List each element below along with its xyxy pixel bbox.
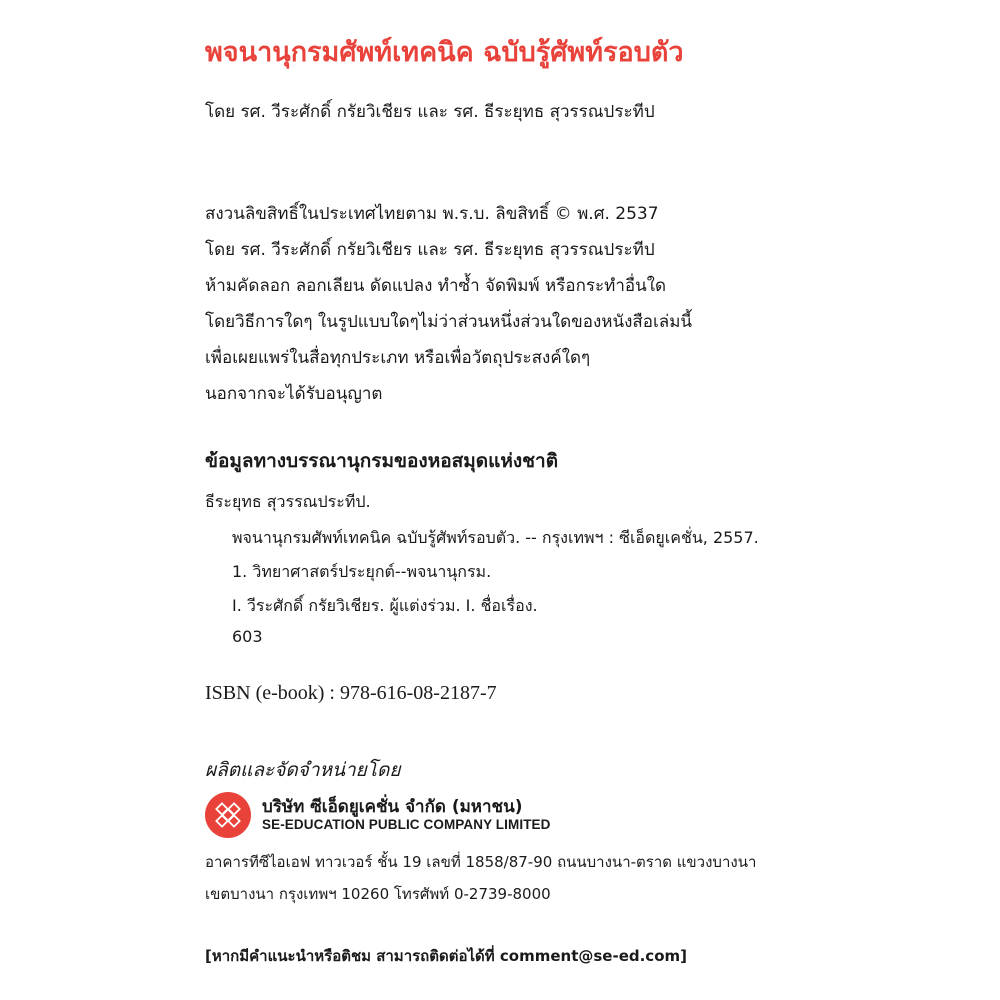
cip-classification: 603: [232, 627, 263, 646]
se-ed-logo-icon: [205, 792, 251, 838]
cip-entry: 1. วิทยาศาสตร์ประยุกต์--พจนานุกรม.: [232, 562, 492, 581]
cip-entry: I. วีระศักดิ์ กรัยวิเชียร. ผู้แต่งร่วม. I. ชื่อเรื่อง.: [232, 596, 538, 615]
company-name-en: SE-EDUCATION PUBLIC COMPANY LIMITED: [262, 817, 551, 832]
cip-author: ธีระยุทธ สุวรรณประทีป.: [205, 492, 371, 511]
copyright-notice: [205, 200, 692, 416]
copyright-line: โดยวิธีการใดๆ ในรูปแบบใดๆไม่ว่าส่วนหนึ่งส่วนใดของหนังสือเล่มนี้: [205, 312, 693, 332]
cip-heading: ข้อมูลทางบรรณานุกรมของหอสมุดแห่งชาติ: [205, 450, 559, 472]
address-line: อาคารทีซีไอเอฟ ทาวเวอร์ ชั้น 19 เลขที่ 1858/87-90 ถนนบางนา-ตราด แขวงบางนา: [205, 853, 757, 871]
company-name-th: บริษัท ซีเอ็ดยูเคชั่น จำกัด (มหาชน): [262, 797, 523, 817]
copyright-line: โดย รศ. วีระศักดิ์ กรัยวิเชียร และ รศ. ธีระยุทธ สุวรรณประทีป: [205, 240, 655, 260]
produced-by-label: ผลิตและจัดจำหน่ายโดย: [205, 759, 401, 781]
copyright-line: นอกจากจะได้รับอนุญาต: [205, 384, 383, 404]
book-authors: โดย รศ. วีระศักดิ์ กรัยวิเชียร และ รศ. ธีระยุทธ สุวรรณประทีป: [205, 102, 655, 122]
book-title: พจนานุกรมศัพท์เทคนิค ฉบับรู้ศัพท์รอบตัว: [205, 37, 684, 68]
contact-note: [หากมีคำแนะนำหรือติชม สามารถติดต่อได้ที่ comment@se-ed.com]: [205, 947, 687, 965]
isbn: ISBN (e-book) : 978-616-08-2187-7: [205, 682, 497, 704]
address-line: เขตบางนา กรุงเทพฯ 10260 โทรศัพท์ 0-2739-8000: [205, 885, 551, 903]
cip-entry: พจนานุกรมศัพท์เทคนิค ฉบับรู้ศัพท์รอบตัว. -- กรุงเทพฯ : ซีเอ็ดยูเคชั่น, 2557.: [232, 528, 759, 547]
company-address: [205, 850, 756, 914]
copyright-line: สงวนลิขสิทธิ์ในประเทศไทยตาม พ.ร.บ. ลิขสิทธิ์ © พ.ศ. 2537: [205, 204, 659, 224]
cip-entries: [232, 526, 759, 628]
copyright-line: เพื่อเผยแพร่ในสื่อทุกประเภท หรือเพื่อวัตถุประสงค์ใดๆ: [205, 348, 591, 368]
copyright-line: ห้ามคัดลอก ลอกเลียน ดัดแปลง ทำซ้ำ จัดพิมพ์ หรือกระทำอื่นใด: [205, 276, 667, 296]
